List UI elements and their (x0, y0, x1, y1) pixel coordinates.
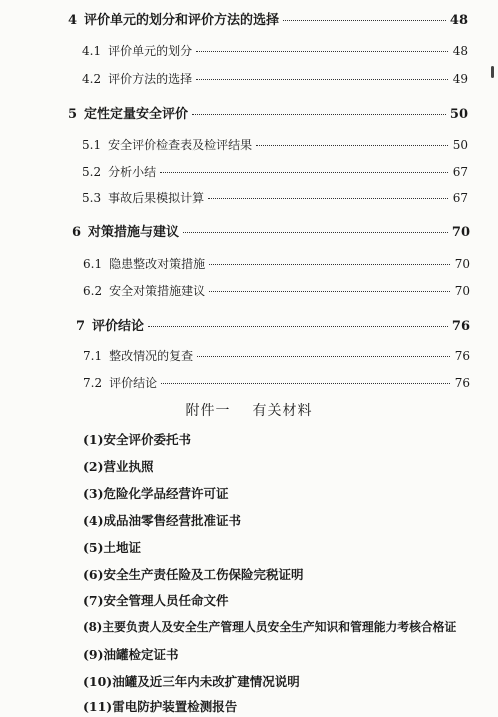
toc-title: 评价方法的选择 (108, 72, 193, 86)
toc-page: 67 (452, 191, 468, 205)
leader-dots (161, 383, 450, 384)
toc-page: 76 (454, 349, 470, 363)
attachment-item: (7)安全管理人员任命文件 (83, 593, 229, 608)
leader-dots (256, 145, 448, 146)
toc-title: 评价结论 (109, 376, 158, 390)
attachment-item: (3)危险化学品经营许可证 (83, 486, 229, 501)
toc-section-4-2 (82, 70, 468, 87)
attachment-item: (11)雷电防护装置检测报告 (83, 699, 238, 714)
toc-chapter-5 (68, 103, 468, 122)
toc-title: 隐患整改对策措施 (109, 257, 206, 271)
toc-chapter-7 (76, 315, 470, 334)
toc-section-4-1 (82, 42, 468, 59)
toc-title: 事故后果模拟计算 (108, 191, 205, 205)
toc-number: 4.2 (82, 72, 102, 86)
appendix-title: 有关材料 (252, 403, 313, 419)
toc-page: 48 (452, 44, 468, 58)
toc-number: 7.2 (83, 376, 103, 390)
toc-chapter-6 (72, 221, 470, 240)
toc-number: 5.2 (82, 165, 102, 179)
toc-section-5-1 (82, 136, 468, 153)
attachment-item: (1)安全评价委托书 (83, 432, 192, 447)
toc-page: 67 (452, 165, 468, 179)
toc-number: 6 (72, 225, 82, 240)
toc-section-5-3 (82, 189, 468, 206)
toc-number: 7.1 (83, 349, 103, 363)
attachment-item: (8)主要负责人及安全生产管理人员安全生产知识和管理能力考核合格证 (83, 620, 457, 634)
toc-chapter-4 (68, 9, 468, 28)
leader-dots (160, 172, 448, 173)
toc-title: 定性定量安全评价 (84, 107, 189, 122)
toc-section-5-2 (82, 163, 468, 180)
toc-title: 评价结论 (92, 319, 145, 334)
toc-title: 对策措施与建议 (88, 225, 180, 240)
leader-dots (196, 79, 448, 80)
toc-number: 5.3 (82, 191, 102, 205)
toc-page: 50 (452, 138, 468, 152)
attachment-item: (2)营业执照 (83, 459, 154, 474)
toc-title: 安全对策措施建议 (109, 284, 206, 298)
appendix-label: 附件一 (185, 403, 231, 419)
toc-section-7-1 (83, 347, 470, 364)
toc-page: 70 (454, 257, 470, 271)
toc-number: 6.2 (83, 284, 103, 298)
attachment-item: (9)油罐检定证书 (83, 647, 179, 662)
toc-page: 49 (452, 72, 468, 86)
scan-edge-mark (491, 66, 494, 78)
toc-title: 安全评价检查表及检评结果 (108, 138, 253, 152)
toc-title: 评价单元的划分 (108, 44, 193, 58)
toc-section-7-2 (83, 374, 470, 391)
leader-dots (197, 356, 450, 357)
toc-title: 整改情况的复查 (109, 349, 194, 363)
toc-title: 分析小结 (108, 165, 157, 179)
toc-number: 7 (76, 319, 86, 334)
toc-page: 76 (451, 319, 470, 334)
toc-section-6-2 (83, 282, 470, 299)
toc-number: 5.1 (82, 138, 102, 152)
leader-dots (192, 114, 446, 115)
toc-page: 50 (449, 107, 468, 122)
leader-dots (183, 232, 448, 233)
toc-section-6-1 (83, 255, 470, 272)
toc-number: 4.1 (82, 44, 102, 58)
appendix-heading (0, 400, 498, 420)
toc-page: 76 (454, 376, 470, 390)
toc-page: 70 (454, 284, 470, 298)
leader-dots (208, 198, 448, 199)
toc-number: 4 (68, 13, 78, 28)
toc-title: 评价单元的划分和评价方法的选择 (84, 13, 280, 28)
attachment-item: (5)土地证 (83, 540, 142, 555)
toc-page: 48 (449, 13, 468, 28)
toc-number: 6.1 (83, 257, 103, 271)
attachment-item: (4)成品油零售经营批准证书 (83, 513, 242, 528)
leader-dots (196, 51, 448, 52)
toc-number: 5 (68, 107, 78, 122)
leader-dots (148, 326, 448, 327)
attachment-item: (10)油罐及近三年内未改扩建情况说明 (83, 674, 300, 689)
toc-page: 70 (451, 225, 470, 240)
leader-dots (209, 291, 450, 292)
leader-dots (283, 20, 446, 21)
attachment-item: (6)安全生产责任险及工伤保险完税证明 (83, 567, 304, 582)
leader-dots (209, 264, 450, 265)
